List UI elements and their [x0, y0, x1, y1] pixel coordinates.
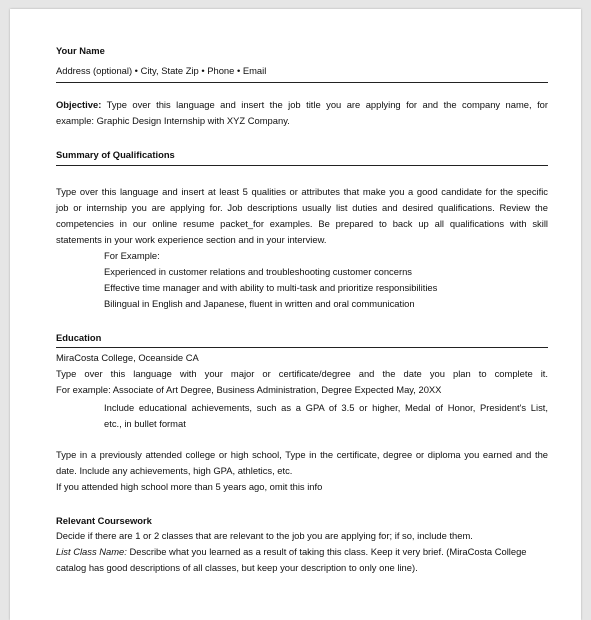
coursework-line: catalog has good descriptions of all classes, but keep your description to only one line).	[56, 562, 418, 573]
coursework-heading: Relevant Coursework	[56, 515, 152, 526]
document-page	[10, 9, 581, 620]
education-divider	[56, 347, 548, 348]
resume-name: Your Name	[56, 45, 105, 56]
education-heading: Education	[56, 332, 102, 343]
education-hs-line: If you attended high school more than 5 years ago, omit this info	[56, 481, 323, 492]
example-item: Effective time manager and with ability to multi-task and prioritize responsibilities	[104, 282, 438, 293]
education-hs-line: Type in a previously attended college or high school, Type in the certificate, degree or diploma you earned and the	[56, 449, 548, 460]
qualifications-divider	[56, 165, 548, 166]
example-label: For Example:	[104, 250, 160, 261]
objective-text: Type over this language and insert the job title you are applying for and the company name, for	[106, 99, 549, 110]
header-divider	[56, 82, 548, 83]
education-indent-line: Include educational achievements, such as a GPA of 3.5 or higher, Medal of Honor, President's List,	[104, 402, 548, 413]
coursework-line	[56, 544, 527, 560]
contact-line: Address (optional) • City, State Zip • Phone • Email	[56, 65, 267, 76]
education-hs-line: date. Include any achievements, high GPA, athletics, etc.	[56, 465, 293, 476]
education-school: MiraCosta College, Oceanside CA	[56, 352, 199, 363]
coursework-line: Decide if there are 1 or 2 classes that are relevant to the job you are applying for; if so, include them.	[56, 530, 473, 541]
education-line: For example: Associate of Art Degree, Business Administration, Degree Expected May, 20XX	[56, 384, 442, 395]
education-indent-line: etc., in bullet format	[104, 418, 186, 429]
qualifications-heading: Summary of Qualifications	[56, 149, 175, 160]
class-description: Describe what you learned as a result of taking this class. Keep it very brief. (MiraCosta College	[126, 546, 527, 557]
example-item: Bilingual in English and Japanese, fluent in written and oral communication	[104, 298, 415, 309]
qualifications-line: statements in your work experience section and in your interview.	[56, 234, 327, 245]
education-line: Type over this language with your major or certificate/degree and the date you plan to complete it.	[56, 368, 548, 379]
objective-line-1	[56, 97, 548, 113]
example-item: Experienced in customer relations and troubleshooting customer concerns	[104, 266, 412, 277]
objective-label: Objective:	[56, 99, 102, 110]
objective-line-2: example: Graphic Design Internship with XYZ Company.	[56, 115, 290, 126]
qualifications-line: job or internship you are applying for. Job descriptions usually list duties and desired qualifications. Review the	[56, 202, 548, 213]
class-name-label: List Class Name:	[56, 546, 127, 557]
qualifications-line: Type over this language and insert at least 5 qualities or attributes that make you a good candidate for the specific	[56, 186, 548, 197]
qualifications-line: competencies in our online resume packet_for examples. Be prepared to back up all qualifications with skill	[56, 218, 548, 229]
